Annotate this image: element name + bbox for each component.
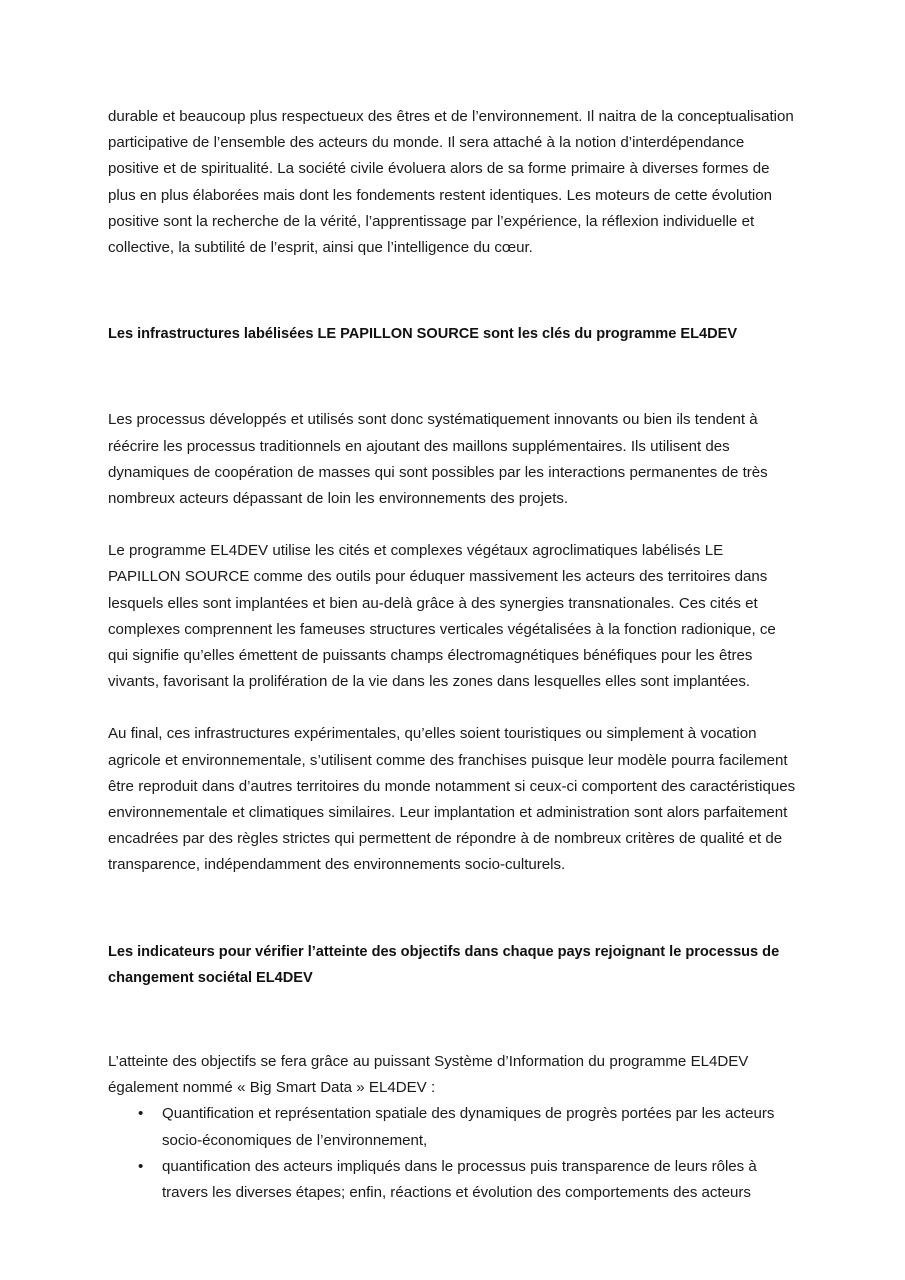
spacer-after-heading-1: [108, 347, 797, 407]
paragraph-atteinte-objectifs: L’atteinte des objectifs se fera grâce au puissant Système d’Information du programme EL4DEV également nommé « Big Smart Data » EL4DEV :: [108, 1053, 749, 1097]
bullet-list: [108, 1101, 797, 1206]
paragraph-programme-el4dev: Le programme EL4DEV utilise les cités et complexes végétaux agroclimatiques labélisés LE PAPILLON SOURCE comme des outils pour éduquer massivement les acteurs des territoires dans lesquels elles sont implantées et bien au-delà grâce à des synergies transnationales. Ces cités et complexes comprennent les fameuses structures verticales végétalisées à la fonction radionique, ce qui signifie qu’elles émettent de puissants champs électromagnétiques bénéfiques pour les êtres vivants, favorisant la prolifération de la vie dans les zones dans lesquelles elles sont implantées.: [108, 542, 776, 691]
bullet-point-icon: •: [138, 1157, 144, 1175]
paragraph-processus: Les processus développés et utilisés sont donc systématiquement innovants ou bien ils tendent à réécrire les processus traditionnels en ajoutant des maillons supplémentaires. Ils utilisent des dynamiques de coopération de masses qui sont possibles par les interactions permanentes de très nombreux acteurs dépassant de loin les environnements des projets.: [108, 411, 768, 508]
spacer-paragraph-2: [108, 512, 797, 538]
list-item-text: Quantification et représentation spatiale des dynamiques de progrès portées par les acteurs socio-économiques de l’environnement,: [162, 1105, 775, 1149]
list-item: [108, 1154, 797, 1206]
spacer-before-heading-2: [108, 879, 797, 939]
list-item: [108, 1101, 797, 1153]
document-body: [108, 104, 797, 1206]
paragraph-au-final: Au final, ces infrastructures expérimentales, qu’elles soient touristiques ou simplement à vocation agricole et environnementale, s’utilisent comme des franchises puisque leur modèle pourra facilement être reproduit dans d’autres territoires du monde notamment si ceux-ci comportent des caractéristiques environnementale et climatiques similaires. Leur implantation et administration sont alors parfaitement encadrées par des règles strictes qui permettent de répondre à de nombreux critères de qualité et de transparence, indépendamment des environnements socio-culturels.: [108, 725, 796, 874]
list-item-text: quantification des acteurs impliqués dans le processus puis transparence de leurs rôles à travers les diverses étapes; enfin, réactions et évolution des comportements des acteurs: [162, 1157, 757, 1202]
section-heading-indicateurs: Les indicateurs pour vérifier l’atteinte des objectifs dans chaque pays rejoignant le processus de changement sociétal EL4DEV: [108, 943, 780, 986]
spacer-before-heading-1: [108, 261, 797, 321]
section-heading-infrastructures: Les infrastructures labélisées LE PAPILLON SOURCE sont les clés du programme EL4DEV: [108, 326, 738, 343]
paragraph-intro: durable et beaucoup plus respectueux des êtres et de l’environnement. Il naitra de la conceptualisation participative de l’ensemble des acteurs du monde. Il sera attaché à la notion d’interdépendance positive et de spiritualité. La société civile évoluera alors de sa forme primaire à diverses formes de plus en plus élaborées mais dont les fondements restent identiques. Les moteurs de cette évolution positive sont la recherche de la vérité, l’apprentissage par l’expérience, la réflexion individuelle et collective, la subtilité de l’esprit, ainsi que l’intelligence du cœur.: [108, 108, 794, 257]
spacer-paragraph-3: [108, 695, 797, 721]
bullet-point-icon: •: [138, 1105, 144, 1123]
spacer-after-heading-2: [108, 991, 797, 1049]
